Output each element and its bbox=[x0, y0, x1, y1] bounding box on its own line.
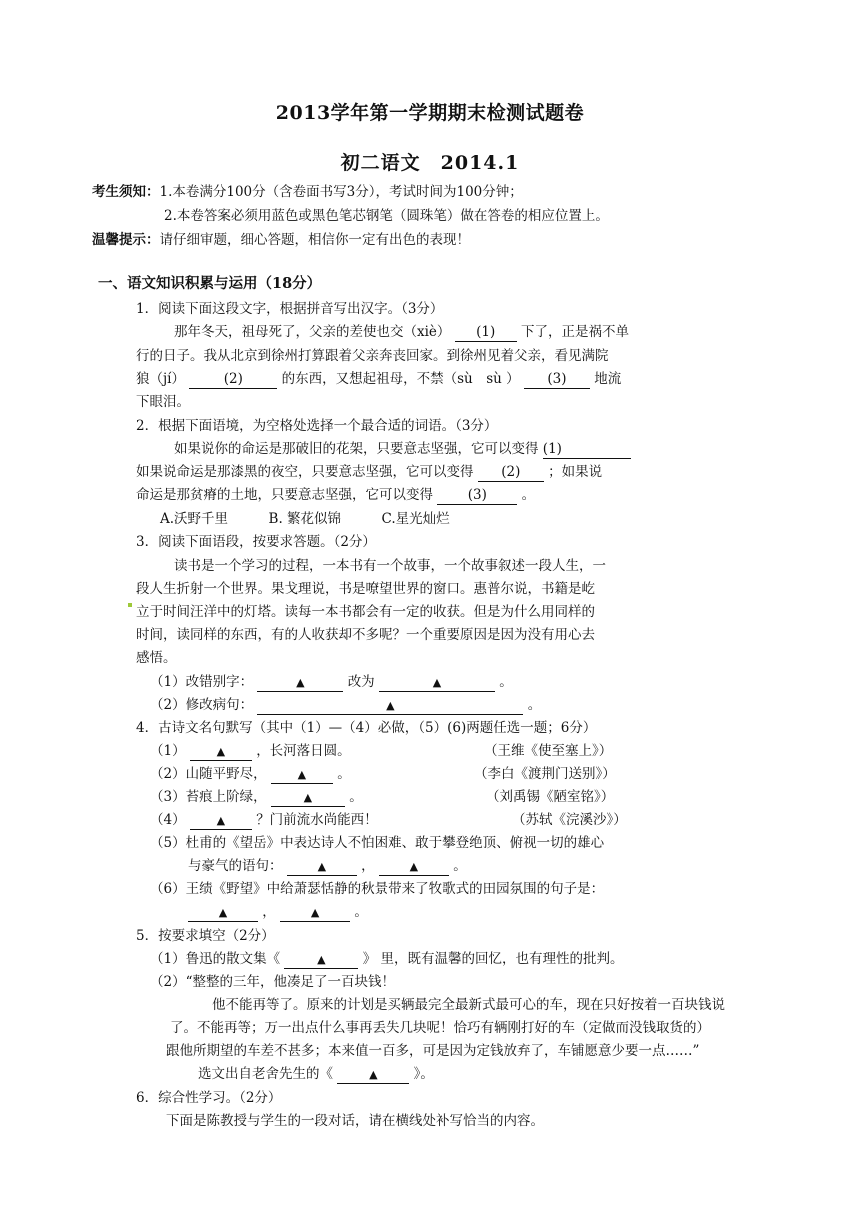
triangle-icon: ▲ bbox=[297, 768, 307, 781]
exam-subtitle: 初二语文 2014.1 bbox=[340, 152, 520, 174]
q2-line-3: 命运是那贫瘠的土地，只要意志坚强，它可以变得 (3) 。 bbox=[136, 487, 536, 503]
q5-stem: 5．按要求填空（2分） bbox=[136, 928, 275, 944]
q4-item-5-answer: 与豪气的语句： ▲ ， ▲ 。 bbox=[188, 858, 467, 874]
triangle-icon: ▲ bbox=[409, 860, 419, 873]
answer-blank[interactable] bbox=[337, 1066, 409, 1084]
q4-item-5: （5）杜甫的《望岳》中表达诗人不怕困难、敢于攀登绝顶、俯视一切的雄心 bbox=[150, 835, 605, 851]
q5-quote-line: 了。不能再等；万一出点什么事再丢失几块呢！恰巧有辆刚打好的车（定做而没钱取货的） bbox=[170, 1020, 710, 1036]
q4-item-6: （6）王绩《野望》中给萧瑟恬静的秋景带来了牧歌式的田园氛围的句子是： bbox=[150, 881, 605, 897]
answer-blank[interactable] bbox=[190, 743, 252, 761]
triangle-icon: ▲ bbox=[317, 953, 326, 966]
q5-quote-line: 他不能再等了。原来的计划是买辆最完全最新式最可心的车，现在只好按着一百块钱说 bbox=[212, 997, 725, 1013]
tip-line bbox=[92, 230, 470, 250]
answer-blank[interactable]: (2) bbox=[189, 371, 277, 389]
section-title: 一、语文知识积累与运用（18分） bbox=[98, 275, 322, 292]
notice-line-1 bbox=[92, 182, 523, 202]
q3-stem: 3．阅读下面语段，按要求答题。（2分） bbox=[136, 534, 376, 550]
triangle-icon: ▲ bbox=[369, 1068, 378, 1081]
q3-answer-2: （2）修改病句： ▲ 。 bbox=[150, 697, 542, 713]
answer-blank[interactable] bbox=[257, 697, 523, 715]
answer-blank[interactable]: (1) bbox=[543, 441, 631, 459]
triangle-icon: ▲ bbox=[216, 814, 226, 827]
triangle-icon: ▲ bbox=[432, 676, 442, 689]
q5-quote-line: 跟他所期望的车差不甚多；本来值一百多，可是因为定钱放弃了，车铺愿意少要一点……” bbox=[166, 1043, 700, 1059]
triangle-icon: ▲ bbox=[216, 745, 226, 758]
q1-line-1: 那年冬天，祖母死了，父亲的差使也交（xiè） (1) 下了，正是祸不单 bbox=[174, 324, 630, 340]
q4-source-3: （刘禹锡《陋室铭》） bbox=[486, 789, 615, 805]
q3-para-line: 时间，读同样的东西，有的人收获却不多呢？一个重要原因是因为没有用心去 bbox=[136, 627, 595, 643]
q1-line-4: 下眼泪。 bbox=[136, 394, 190, 410]
q4-source-1: （王维《使至塞上》） bbox=[484, 743, 613, 759]
q6-stem: 6．综合性学习。（2分） bbox=[136, 1090, 282, 1106]
q5-source-line: 选文出自老舍先生的《 ▲ 》。 bbox=[198, 1066, 434, 1082]
answer-blank[interactable] bbox=[188, 904, 258, 922]
q4-source-2: （李白《渡荆门送别》） bbox=[474, 766, 616, 782]
q3-para-line: 立于时间汪洋中的灯塔。读每一本书都会有一定的收获。但是为什么用同样的 bbox=[136, 604, 595, 620]
triangle-icon: ▲ bbox=[386, 699, 395, 712]
q3-para-line: 读书是一个学习的过程，一本书有一个故事，一个故事叙述一段人生，一 bbox=[174, 558, 606, 574]
answer-blank[interactable] bbox=[190, 812, 252, 830]
tip-label: 温馨提示： bbox=[92, 232, 160, 248]
q5-item-1: （1）鲁迅的散文集《 ▲ 》 里，既有温馨的回忆，也有理性的批判。 bbox=[150, 951, 624, 967]
triangle-icon: ▲ bbox=[317, 860, 327, 873]
exam-title: 2013学年第一学期期末检测试题卷 bbox=[275, 102, 585, 124]
q1-stem: 1．阅读下面这段文字，根据拼音写出汉字。（3分） bbox=[136, 301, 444, 317]
answer-blank[interactable] bbox=[271, 789, 345, 807]
answer-blank[interactable]: (2) bbox=[478, 464, 544, 482]
q4-stem: 4．古诗文名句默写（其中（1）—（4）必做，（5）(6)两题任选一题；6分） bbox=[136, 720, 597, 736]
answer-blank[interactable] bbox=[271, 766, 333, 784]
answer-blank[interactable] bbox=[287, 858, 357, 876]
q3-para-line: 段人生折射一个世界。果戈理说，书是嘹望世界的窗口。惠普尔说，书籍是屹 bbox=[136, 581, 595, 597]
q4-item-3: （3）苔痕上阶绿， ▲ 。 bbox=[150, 789, 363, 805]
q3-para-line: 感悟。 bbox=[136, 650, 177, 666]
answer-blank[interactable] bbox=[379, 674, 495, 692]
answer-blank[interactable] bbox=[280, 904, 350, 922]
q2-options: A.沃野千里 B. 繁花似锦 C.星光灿烂 bbox=[160, 511, 450, 527]
q4-item-2: （2）山随平野尽， ▲ 。 bbox=[150, 766, 351, 782]
q4-item-6-answer: ▲ ， ▲ 。 bbox=[188, 902, 368, 922]
triangle-icon: ▲ bbox=[296, 676, 305, 689]
triangle-icon: ▲ bbox=[303, 791, 313, 804]
answer-blank[interactable] bbox=[257, 674, 343, 692]
q6-line-1: 下面是陈教授与学生的一段对话，请在横线处补写恰当的内容。 bbox=[166, 1113, 544, 1129]
answer-blank[interactable] bbox=[284, 951, 358, 969]
q1-line-3: 狼（jí） (2) 的东西，又想起祖母，不禁（sù sù ） (3) 地流 bbox=[136, 371, 622, 387]
answer-blank[interactable]: (1) bbox=[455, 324, 517, 342]
q2-stem: 2．根据下面语境，为空格处选择一个最合适的词语。（3分） bbox=[136, 418, 498, 434]
q4-source-4: （苏轼《浣溪沙》） bbox=[512, 812, 627, 828]
answer-blank[interactable] bbox=[379, 858, 449, 876]
q2-line-2: 如果说命运是那漆黑的夜空，只要意志坚强，它可以变得 (2) ；如果说 bbox=[136, 464, 603, 480]
triangle-icon: ▲ bbox=[310, 906, 320, 919]
q2-line-1: 如果说你的命运是那破旧的花架，只要意志坚强，它可以变得 (1) bbox=[174, 439, 631, 459]
notice-label: 考生须知： bbox=[92, 184, 160, 200]
tip-text: 请仔细审题，细心答题，相信你一定有出色的表现！ bbox=[159, 232, 470, 248]
answer-blank[interactable]: (3) bbox=[524, 371, 590, 389]
q4-item-4: （4） ▲ ？门前流水尚能西！ bbox=[150, 812, 378, 828]
q1-line-2: 行的日子。我从北京到徐州打算跟着父亲奔丧回家。到徐州见着父亲，看见满院 bbox=[136, 348, 609, 364]
triangle-icon: ▲ bbox=[218, 906, 228, 919]
answer-blank[interactable]: (3) bbox=[437, 487, 517, 505]
q4-item-1: （1） ▲ ，长河落日圆。 bbox=[150, 743, 351, 759]
highlight-mark bbox=[128, 603, 132, 607]
q5-item-2: （2）“整整的三年，他凑足了一百块钱！ bbox=[150, 974, 395, 990]
notice-item-2: 2.本卷答案必须用蓝色或黑色笔芯钢笔（圆珠笔）做在答卷的相应位置上。 bbox=[164, 208, 609, 224]
notice-item-1: 1.本卷满分100分（含卷面书写3分），考试时间为100分钟； bbox=[159, 184, 523, 200]
q3-answer-1: （1）改错别字： ▲ 改为 ▲ 。 bbox=[150, 674, 513, 690]
